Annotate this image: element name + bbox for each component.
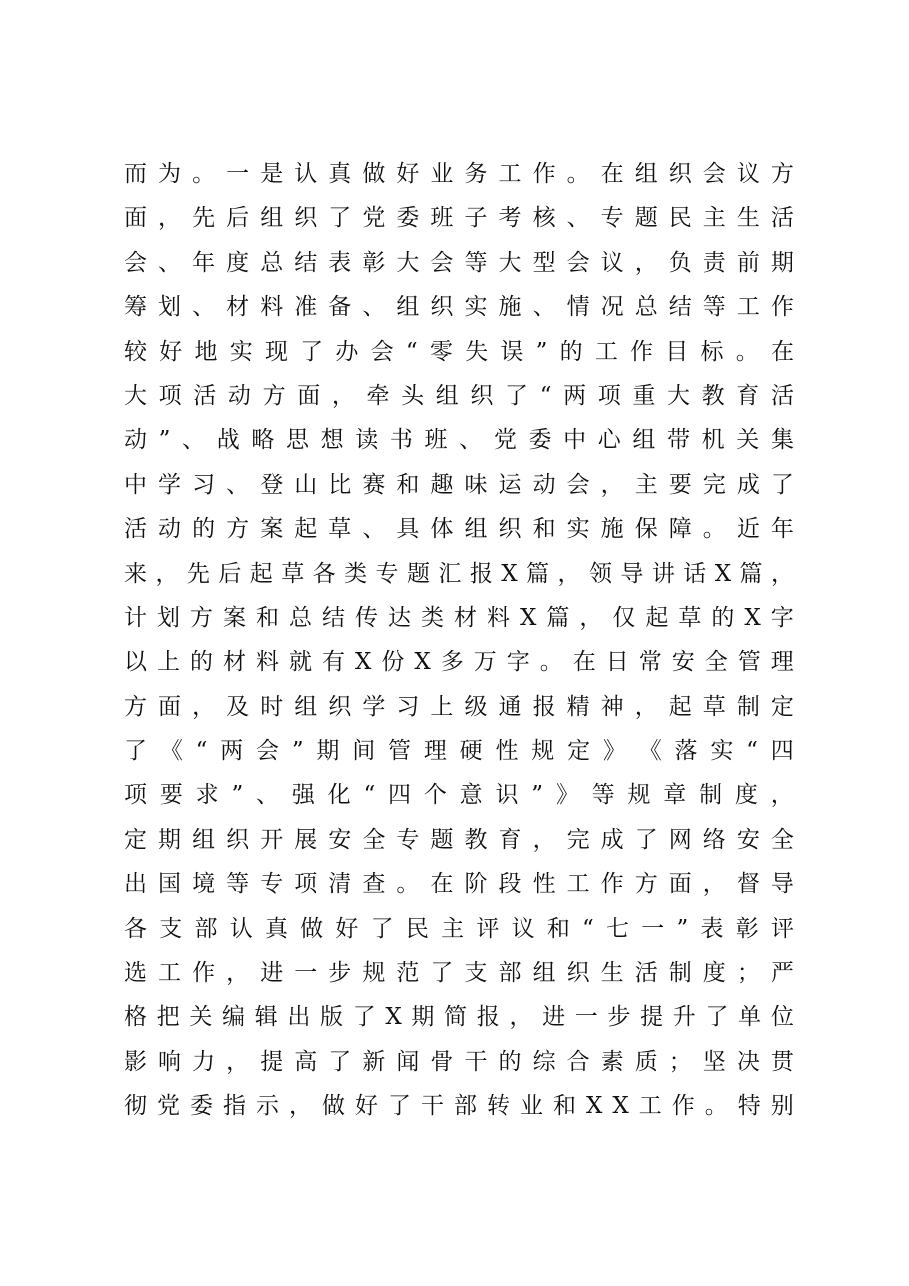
text-line-9: 活 动 的 方 案 起 草 、 具 体 组 织 和 实 施 保 障 。 近 年 <box>124 516 794 543</box>
text-line-15: 项 要 求 ” 、 强 化 “ 四 个 意 识 ” 》 等 规 章 制 度 ， <box>124 782 794 809</box>
text-line-17: 出 国 境 等 专 项 清 查 。 在 阶 段 性 工 作 方 面 ， 督 导 <box>124 871 794 898</box>
text-line-19: 选 工 作 ， 进 一 步 规 范 了 支 部 组 织 生 活 制 度 ； 严 <box>124 960 794 987</box>
text-line-18: 各 支 部 认 真 做 好 了 民 主 评 议 和 “ 七 一 ” 表 彰 评 <box>124 915 794 942</box>
text-line-12: 以 上 的 材 料 就 有 X 份 X 多 万 字 。 在 日 常 安 全 管 理 <box>124 649 794 676</box>
text-line-5: 较 好 地 实 现 了 办 会 “ 零 失 误 ” 的 工 作 目 标 。 在 <box>124 338 794 365</box>
text-line-8: 中 学 习 、 登 山 比 赛 和 趣 味 运 动 会 ， 主 要 完 成 了 <box>124 471 794 498</box>
text-line-13: 方 面 ， 及 时 组 织 学 习 上 级 通 报 精 神 ， 起 草 制 定 <box>124 693 794 720</box>
text-line-7: 动 ” 、 战 略 思 想 读 书 班 、 党 委 中 心 组 带 机 关 集 <box>124 427 794 454</box>
body-text <box>124 152 794 1129</box>
text-line-21: 影 响 力 ， 提 高 了 新 闻 骨 干 的 综 合 素 质 ； 坚 决 贯 <box>124 1048 794 1075</box>
text-line-11: 计 划 方 案 和 总 结 传 达 类 材 料 X 篇 ， 仅 起 草 的 X 字 <box>124 604 794 631</box>
text-line-1: 而 为 。 一 是 认 真 做 好 业 务 工 作 。 在 组 织 会 议 方 <box>124 161 794 187</box>
text-line-22: 彻 党 委 指 示 ， 做 好 了 干 部 转 业 和 X X 工 作 。 特 别 <box>124 1093 794 1120</box>
text-line-10: 来 ， 先 后 起 草 各 类 专 题 汇 报 X 篇 ， 领 导 讲 话 X 篇 ， <box>124 560 794 587</box>
text-line-16: 定 期 组 织 开 展 安 全 专 题 教 育 ， 完 成 了 网 络 安 全 <box>124 826 794 853</box>
text-line-4: 筹 划 、 材 料 准 备 、 组 织 实 施 、 情 况 总 结 等 工 作 <box>124 294 794 321</box>
text-line-6: 大 项 活 动 方 面 ， 牵 头 组 织 了 “ 两 项 重 大 教 育 活 <box>124 382 794 409</box>
text-line-2: 面 ， 先 后 组 织 了 党 委 班 子 考 核 、 专 题 民 主 生 活 <box>124 205 794 232</box>
text-line-14: 了 《 “ 两 会 ” 期 间 管 理 硬 性 规 定 》 《 落 实 “ 四 <box>124 738 794 765</box>
text-line-20: 格 把 关 编 辑 出 版 了 X 期 简 报 ， 进 一 步 提 升 了 单 位 <box>124 1004 794 1031</box>
text-line-3: 会 、 年 度 总 结 表 彰 大 会 等 大 型 会 议 ， 负 责 前 期 <box>124 249 794 276</box>
